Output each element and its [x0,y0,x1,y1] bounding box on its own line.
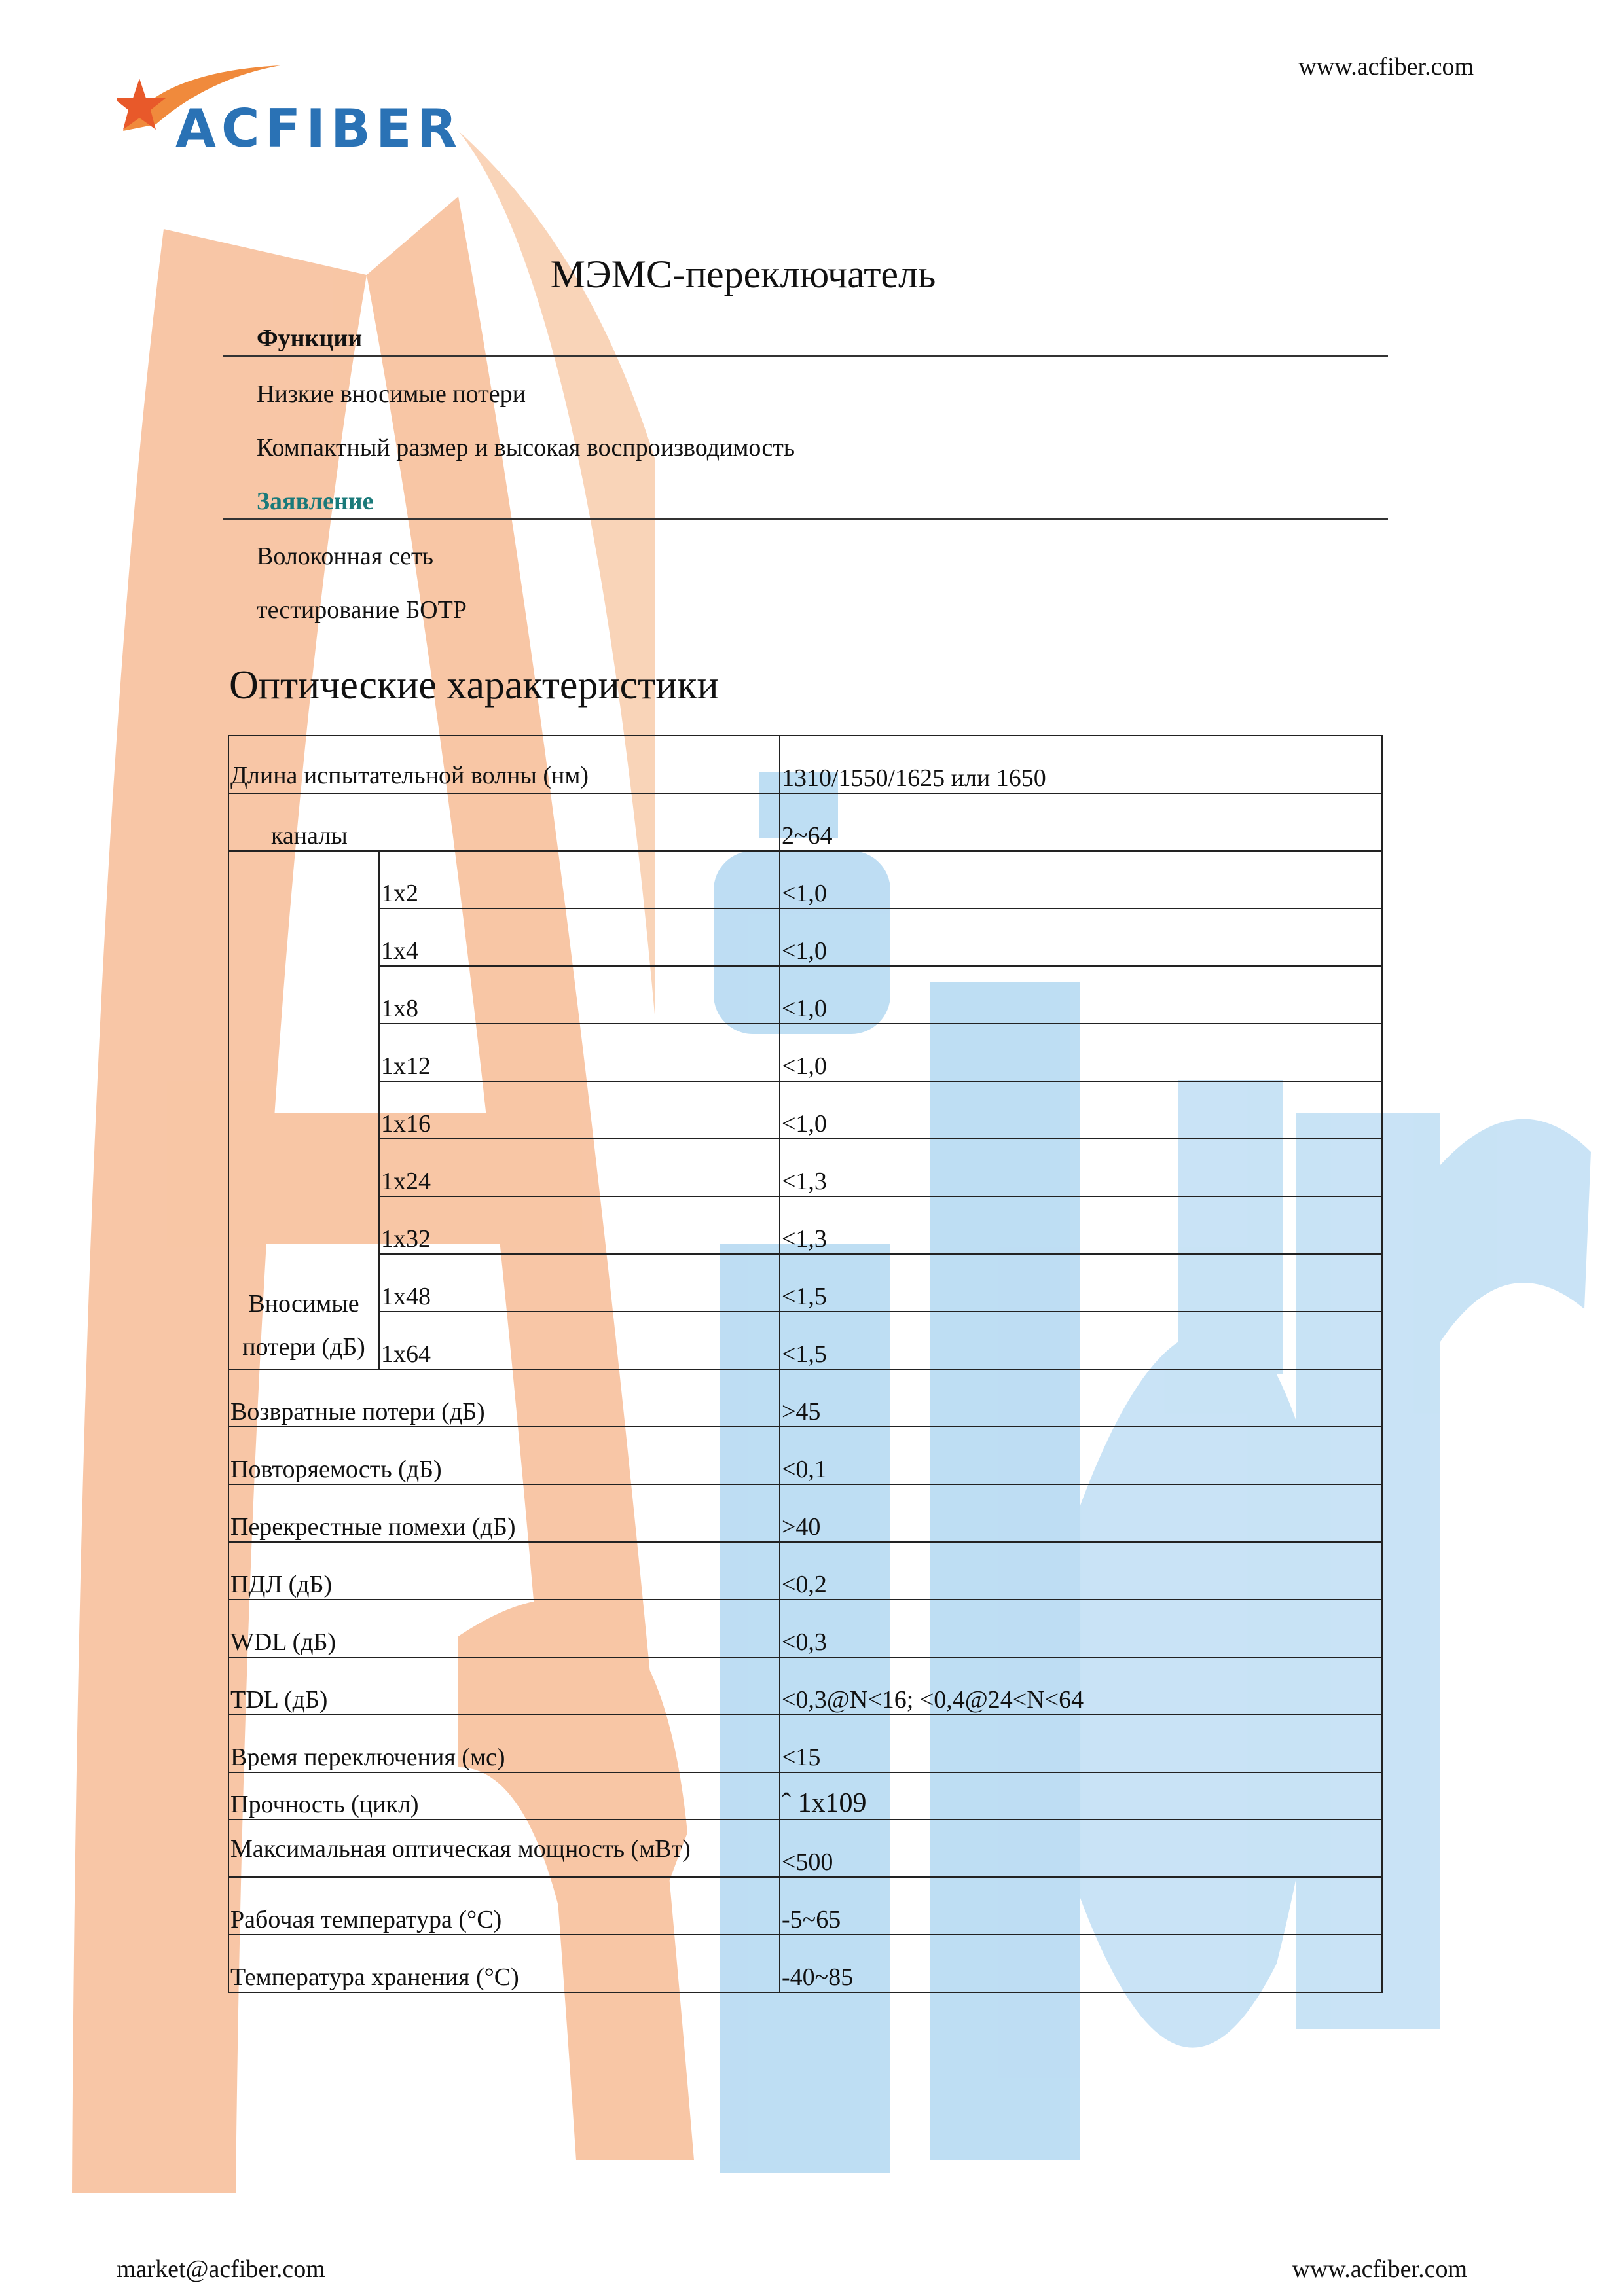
il-config: 1x24 [379,1139,780,1196]
spec-label: Перекрестные помехи (дБ) [228,1484,780,1542]
table-row [228,908,1382,966]
table-row [228,1935,1382,1992]
table-row [228,1312,1382,1369]
channels-value: 2~64 [780,793,1382,851]
logo-text: ACFIBER [175,98,463,159]
spec-label: Прочность (цикл) [228,1772,780,1820]
spec-label: TDL (дБ) [228,1657,780,1715]
wavelength-label: Длина испытательной волны (нм) [228,736,780,793]
spec-value: <500 [780,1820,1382,1877]
table-row [228,1427,1382,1484]
table-row [228,1542,1382,1600]
il-value: <1,0 [780,1081,1382,1139]
channels-label [228,793,780,851]
table-row [228,1081,1382,1139]
footer-email[interactable]: market@acfiber.com [117,2255,325,2283]
il-value: <1,5 [780,1254,1382,1312]
table-row [228,966,1382,1024]
il-config: 1x8 [379,966,780,1024]
application-divider [223,518,1388,520]
spec-label: Температура хранения (°C) [228,1935,780,1992]
table-row [228,1484,1382,1542]
il-config: 1x4 [379,908,780,966]
table-row [228,851,1382,908]
il-value: <1,0 [780,908,1382,966]
il-config: 1x64 [379,1312,780,1369]
application-item: тестирование БОТР [257,596,467,624]
spec-value: <0,3 [780,1600,1382,1657]
spec-label: WDL (дБ) [228,1600,780,1657]
table-row [228,1877,1382,1935]
header-url[interactable]: www.acfiber.com [1298,53,1474,81]
spec-value: -40~85 [780,1935,1382,1992]
insertion-loss-label: Вносимые потери (дБ) [228,851,379,1369]
spec-value: ˆ 1x109 [780,1772,1382,1820]
spec-label: Время переключения (мс) [228,1715,780,1772]
table-row [228,1820,1382,1877]
il-config: 1x2 [379,851,780,908]
table-row [228,1254,1382,1312]
table-row [228,1196,1382,1254]
optical-heading: Оптические характеристики [229,663,719,708]
il-value: <1,0 [780,1024,1382,1081]
spec-label: Повторяемость (дБ) [228,1427,780,1484]
table-row [228,1369,1382,1427]
table-row [228,1139,1382,1196]
functions-item: Низкие вносимые потери [257,380,526,408]
spec-value: <0,1 [780,1427,1382,1484]
footer-url[interactable]: www.acfiber.com [1292,2255,1467,2283]
functions-divider [223,355,1388,357]
spec-value: >40 [780,1484,1382,1542]
il-config: 1x16 [379,1081,780,1139]
spec-label: Рабочая температура (°C) [228,1877,780,1935]
table-row [228,1715,1382,1772]
application-item: Волоконная сеть [257,543,433,570]
spec-value: <0,2 [780,1542,1382,1600]
channels-label-text: каналы [271,822,348,850]
il-config: 1x48 [379,1254,780,1312]
il-value: <1,3 [780,1196,1382,1254]
spec-value: >45 [780,1369,1382,1427]
spec-value: <15 [780,1715,1382,1772]
table-row [228,1772,1382,1820]
il-value: <1,0 [780,966,1382,1024]
spec-label: Возвратные потери (дБ) [228,1369,780,1427]
il-value: <1,5 [780,1312,1382,1369]
page-title: МЭМС-переключатель [550,253,936,296]
spec-value: <0,3@N<16; <0,4@24<N<64 [780,1657,1382,1715]
table-row [228,1600,1382,1657]
il-config: 1x12 [379,1024,780,1081]
functions-heading: Функции [257,325,363,352]
table-row [228,1024,1382,1081]
table-row [228,736,1382,793]
table-row [228,1657,1382,1715]
il-value: <1,0 [780,851,1382,908]
table-row [228,793,1382,851]
spec-label: ПДЛ (дБ) [228,1542,780,1600]
il-config: 1x32 [379,1196,780,1254]
optical-spec-table [228,735,1383,1993]
application-heading: Заявление [257,488,374,515]
spec-label: Максимальная оптическая мощность (мВт) [228,1820,780,1877]
wavelength-value: 1310/1550/1625 или 1650 [780,736,1382,793]
il-value: <1,3 [780,1139,1382,1196]
functions-item: Компактный размер и высокая воспроизводимость [257,434,795,461]
spec-value: -5~65 [780,1877,1382,1935]
